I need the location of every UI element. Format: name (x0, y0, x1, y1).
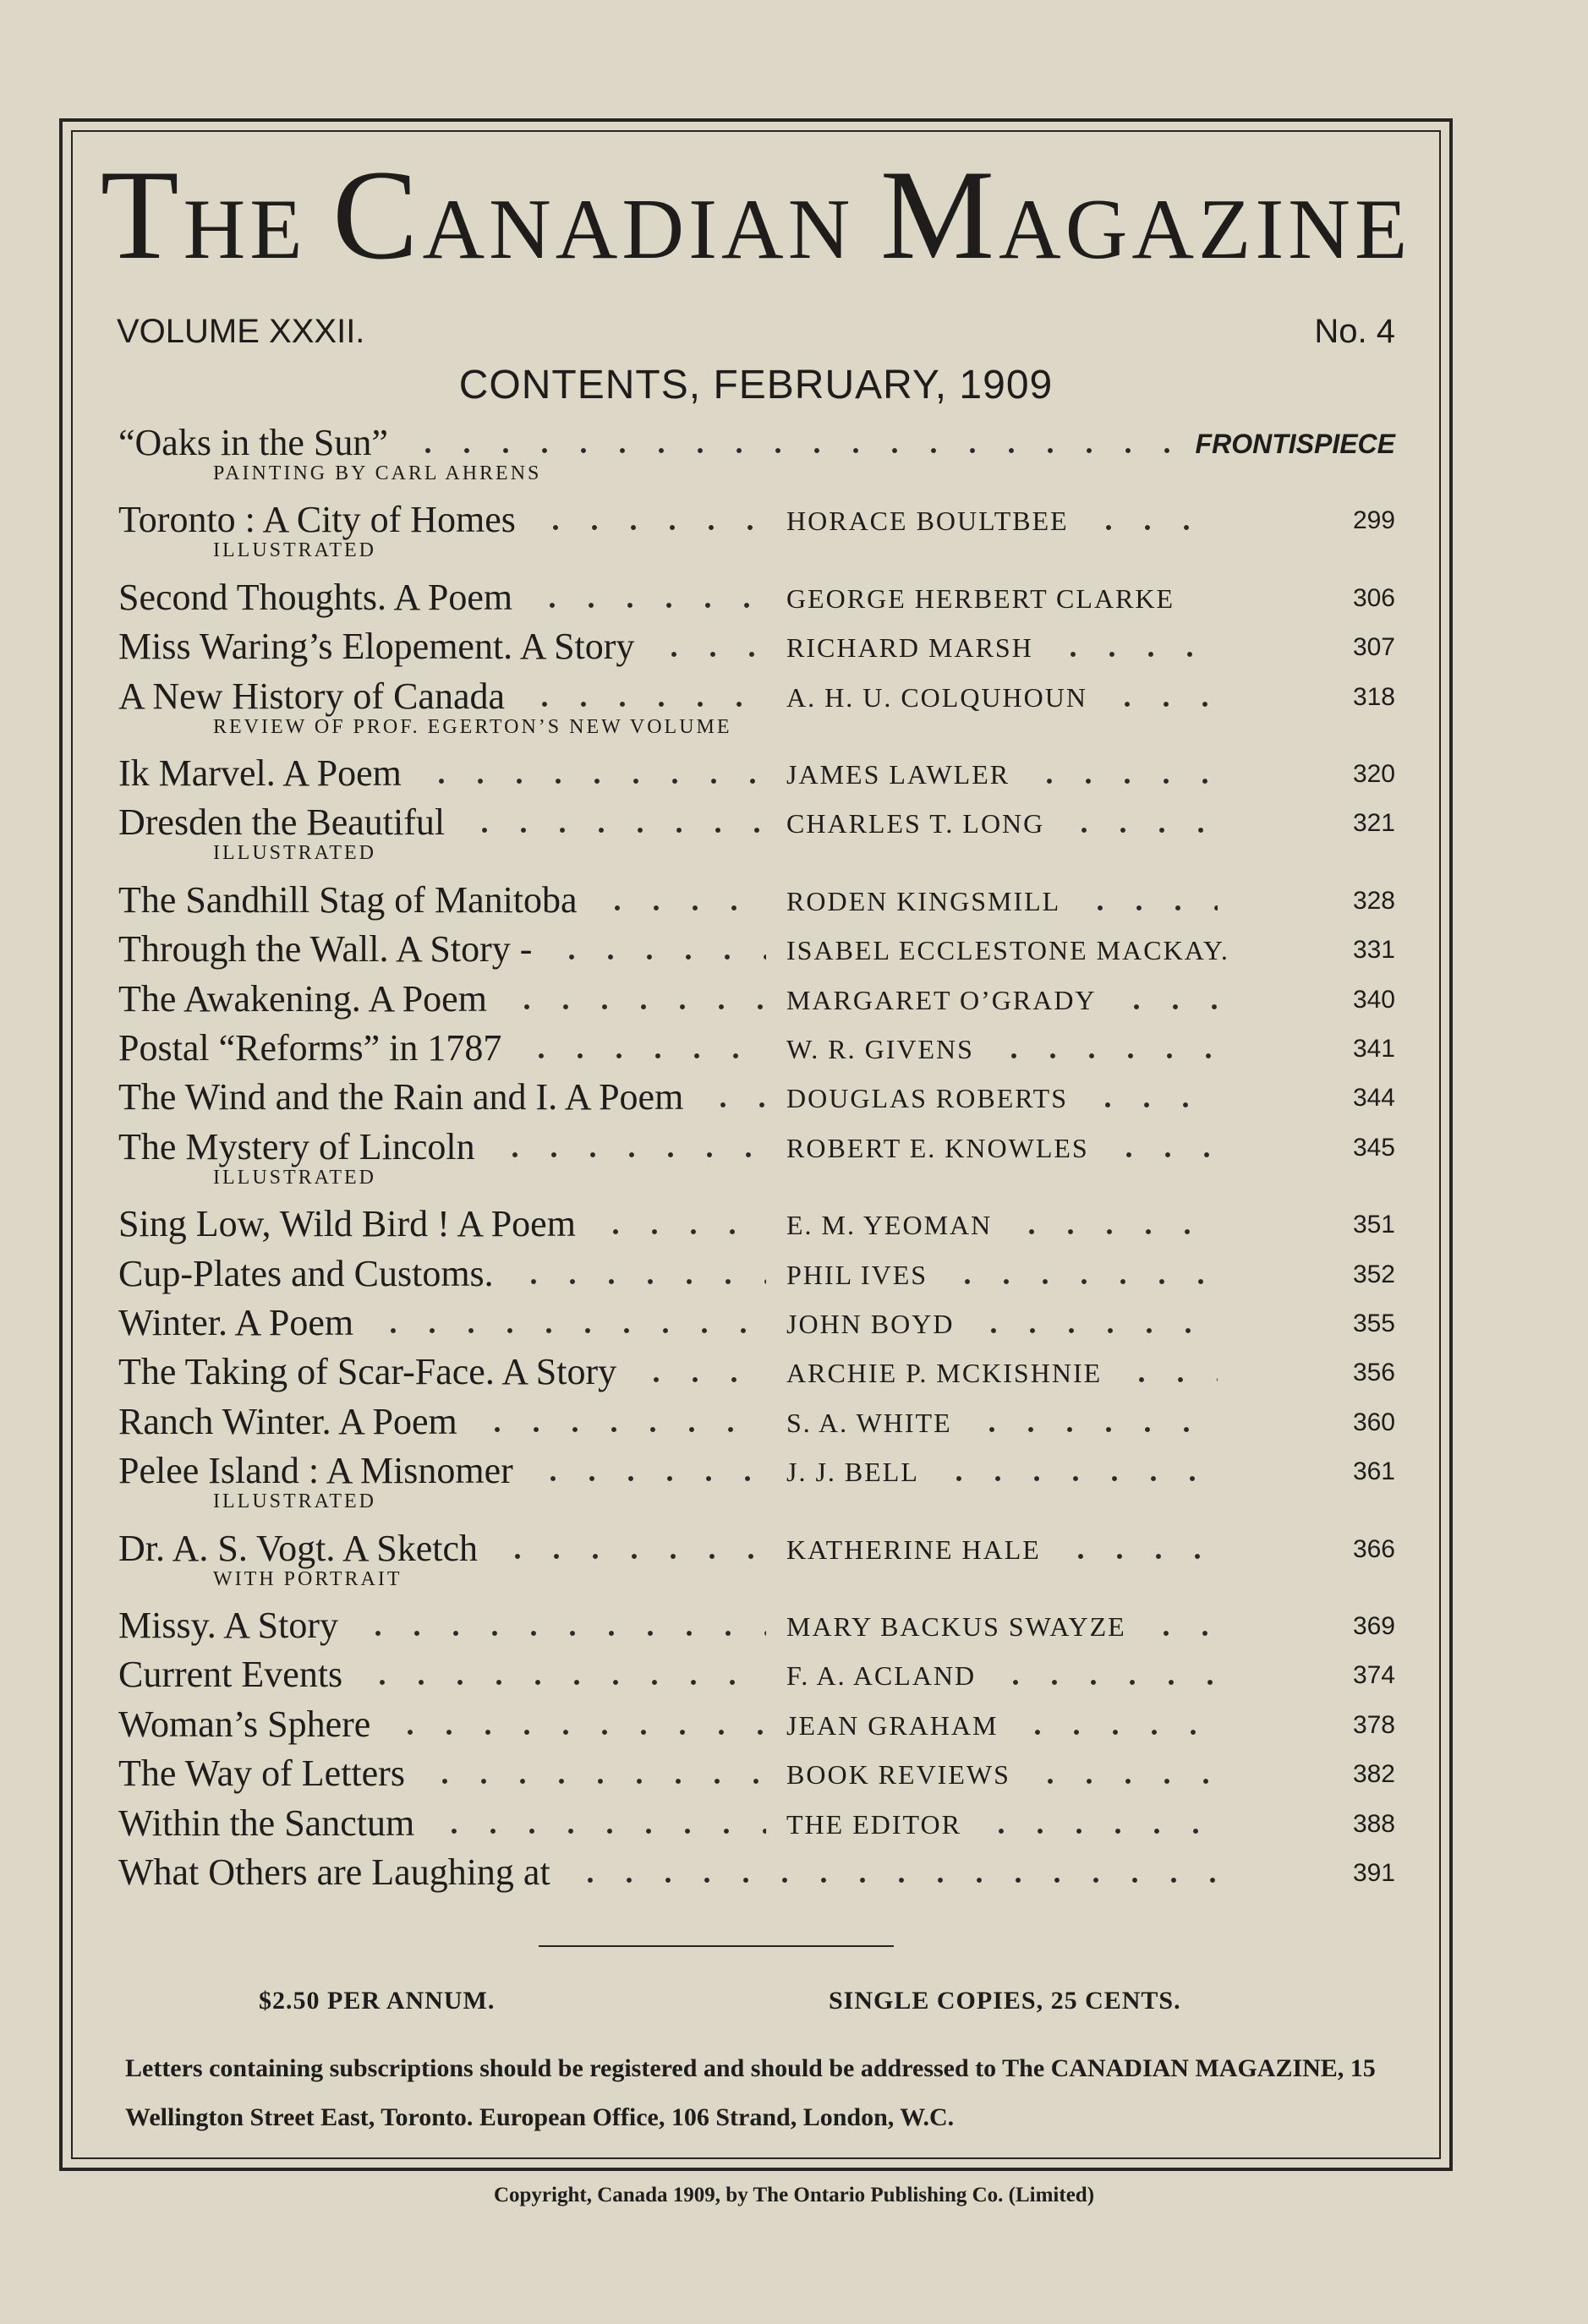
entry-subtitle: ILLUSTRATED (213, 842, 376, 865)
issue-number: No. 4 (1314, 313, 1395, 350)
entry-subtitle: ILLUSTRATED (213, 1166, 376, 1189)
toc-entry (118, 1200, 1395, 1249)
dot-leader (1147, 1630, 1218, 1637)
entry-title: Current Events (118, 1654, 343, 1696)
dot-leader (1117, 1003, 1218, 1010)
dot-leader (533, 602, 766, 609)
entry-subtitle: ILLUSTRATED (213, 1490, 376, 1513)
dot-leader (948, 1278, 1218, 1285)
dot-leader (408, 447, 1170, 454)
single-copy-price: SINGLE COPIES, 25 CENTS. (829, 1987, 1181, 2015)
entry-author: ARCHIE P. MCKISHNIE (786, 1358, 1103, 1389)
entry-page-number: 378 (1352, 1710, 1395, 1739)
entry-title: Within the Sanctum (118, 1802, 415, 1844)
entry-page-number: 299 (1352, 506, 1395, 535)
dot-leader (534, 1475, 766, 1482)
entry-author: THE EDITOR (786, 1808, 961, 1840)
divider-rule (539, 1945, 894, 1947)
dot-leader (596, 1228, 766, 1235)
dot-leader (435, 1828, 766, 1835)
dot-leader (496, 1151, 766, 1158)
entry-author: HORACE BOULTBEE (786, 506, 1069, 537)
entry-page-number: 360 (1352, 1408, 1395, 1436)
entry-title: Cup-Plates and Customs. (118, 1252, 494, 1294)
entry-title: The Sandhill Stag of Manitoba (118, 878, 578, 921)
dot-leader (465, 827, 766, 834)
entry-subtitle: REVIEW OF PROF. EGERTON’S NEW VOLUME (213, 715, 732, 738)
entry-page-number: 341 (1352, 1035, 1395, 1063)
toc-entry (118, 1024, 1395, 1073)
entry-title: The Awakening. A Poem (118, 977, 487, 1020)
entry-subtitle: PAINTING BY CARL AHRENS (213, 462, 542, 484)
entry-title: Sing Low, Wild Bird ! A Poem (118, 1203, 576, 1245)
dot-leader (1061, 1553, 1218, 1560)
entry-author: J. J. BELL (786, 1457, 919, 1488)
dot-leader (1030, 778, 1218, 785)
dot-leader (1031, 1778, 1218, 1785)
toc-entry (118, 876, 1395, 925)
dot-leader (598, 905, 766, 911)
toc-entry (118, 573, 1395, 622)
dot-leader (1109, 1151, 1218, 1158)
dot-leader (571, 1877, 1218, 1884)
toc-entry (118, 1700, 1395, 1749)
entry-title: Woman’s Sphere (118, 1703, 371, 1745)
entry-page-number: 345 (1352, 1133, 1395, 1162)
dot-leader (972, 1426, 1218, 1433)
entry-author: PHIL IVES (786, 1259, 928, 1290)
toc-entry (118, 925, 1395, 974)
entry-title: The Way of Letters (118, 1753, 405, 1795)
dot-leader (939, 1475, 1218, 1482)
entry-page-number: 318 (1352, 682, 1395, 711)
entry-title: Toronto : A City of Homes (118, 499, 516, 541)
entry-title: The Mystery of Lincoln (118, 1125, 475, 1167)
entry-author: KATHERINE HALE (786, 1534, 1041, 1565)
entry-title: The Taking of Scar-Face. A Story (118, 1351, 617, 1393)
entry-page-number: 351 (1352, 1211, 1395, 1239)
copyright-line: Copyright, Canada 1909, by The Ontario Publishing Co. (Limited) (493, 2184, 1095, 2206)
annual-price: $2.50 PER ANNUM. (259, 1987, 496, 2015)
entry-author: A. H. U. COLQUHOUN (786, 681, 1087, 713)
dot-leader (996, 1679, 1218, 1686)
entry-page-number: 328 (1352, 886, 1395, 915)
entry-author: JOHN BOYD (786, 1309, 955, 1339)
entry-subtitle: WITH PORTRAIT (213, 1567, 402, 1590)
dot-leader (1065, 827, 1218, 834)
entry-author: ROBERT E. KNOWLES (786, 1132, 1089, 1163)
toc-entry (118, 749, 1395, 798)
toc-entry (118, 1073, 1395, 1122)
entry-author: E. M. YEOMAN (786, 1210, 993, 1241)
frontispiece-label: FRONTISPIECE (1195, 429, 1395, 459)
entry-subtitle: ILLUSTRATED (213, 539, 376, 562)
entry-author: F. A. ACLAND (786, 1660, 977, 1692)
contents-heading: CONTENTS, FEBRUARY, 1909 (458, 363, 1054, 407)
dot-leader (1089, 524, 1218, 531)
toc-entry (118, 1601, 1395, 1650)
toc-entry (118, 1348, 1395, 1397)
dot-leader (391, 1729, 766, 1736)
entry-author: RODEN KINGSMILL (786, 885, 1061, 916)
entry-page-number: 374 (1352, 1661, 1395, 1690)
toc-entry (118, 1799, 1395, 1848)
entry-title: Second Thoughts. A Poem (118, 576, 513, 618)
toc-entry (118, 1848, 1395, 1897)
dot-leader (422, 778, 766, 785)
magazine-masthead: THE CANADIAN MAGAZINE (100, 144, 1412, 286)
entry-title: Dresden the Beautiful (118, 801, 446, 844)
entry-title: Missy. A Story (118, 1605, 339, 1646)
entry-author: CHARLES T. LONG (786, 808, 1045, 839)
dot-leader (982, 1828, 1218, 1835)
dot-leader (704, 1102, 766, 1108)
entry-page-number: 352 (1352, 1260, 1395, 1288)
entry-title: What Others are Laughing at (118, 1851, 550, 1893)
dot-leader (514, 1278, 766, 1285)
dot-leader (536, 524, 766, 531)
entry-author: DOUGLAS ROBERTS (786, 1083, 1068, 1114)
entry-title: Pelee Island : A Misnomer (118, 1450, 513, 1492)
dot-leader (1012, 1228, 1218, 1235)
entry-page-number: 331 (1352, 936, 1395, 965)
dot-leader (994, 1053, 1218, 1059)
entry-author: S. A. WHITE (786, 1407, 952, 1438)
dot-leader (974, 1327, 1218, 1334)
entry-page-number: 382 (1352, 1760, 1395, 1789)
toc-entry (118, 1397, 1395, 1446)
entry-title: “Oaks in the Sun” (118, 422, 388, 463)
entry-author: ISABEL ECCLESTONE MACKAY. (786, 935, 1229, 966)
entry-title: Dr. A. S. Vogt. A Sketch (118, 1527, 479, 1569)
entry-title: Winter. A Poem (118, 1302, 354, 1343)
dot-leader (654, 651, 766, 658)
entry-author: MARGARET O’GRADY (786, 984, 1097, 1015)
entry-title: Miss Waring’s Elopement. A Story (118, 626, 635, 668)
entry-page-number: 306 (1352, 583, 1395, 612)
dot-leader (1081, 905, 1218, 911)
entry-title: Ik Marvel. A Poem (118, 752, 402, 794)
dot-leader (1054, 651, 1218, 658)
toc-entry (118, 622, 1395, 671)
toc-entry (118, 1749, 1395, 1798)
volume-number: VOLUME XXXII. (117, 313, 365, 350)
entry-title: The Wind and the Rain and I. A Poem (118, 1076, 684, 1118)
dot-leader (525, 701, 766, 708)
entry-author: RICHARD MARSH (786, 632, 1033, 664)
entry-author: BOOK REVIEWS (786, 1759, 1010, 1791)
entry-page-number: 320 (1352, 760, 1395, 788)
entry-page-number: 361 (1352, 1457, 1395, 1486)
entry-page-number: 321 (1352, 809, 1395, 838)
entry-author: JEAN GRAHAM (786, 1709, 999, 1741)
entry-author: MARY BACKUS SWAYZE (786, 1611, 1126, 1642)
dot-leader (552, 954, 766, 960)
toc-entry (118, 1299, 1395, 1348)
dot-leader (1088, 1102, 1218, 1108)
dot-leader (374, 1327, 766, 1334)
entry-page-number: 369 (1352, 1612, 1395, 1640)
dot-leader (507, 1003, 766, 1010)
entry-page-number: 355 (1352, 1310, 1395, 1337)
dot-leader (425, 1778, 766, 1785)
entry-author: GEORGE HERBERT CLARKE (786, 582, 1175, 614)
entry-page-number: 356 (1352, 1359, 1395, 1387)
entry-page-number: 340 (1352, 985, 1395, 1014)
entry-title: A New History of Canada (118, 675, 506, 717)
entry-page-number: 344 (1352, 1084, 1395, 1113)
entry-page-number: 366 (1352, 1534, 1395, 1563)
dot-leader (478, 1426, 766, 1433)
entry-page-number: 307 (1352, 633, 1395, 662)
subscription-notice: Letters containing subscriptions should be registered and should be addressed to The CANADIAN MAGAZINE, 15 Wellington Street East, Toronto. European Office, 106 Strand, London, W.C. (125, 2054, 1376, 2131)
dot-leader (522, 1053, 766, 1059)
dot-leader (637, 1376, 766, 1383)
entry-author: W. R. GIVENS (786, 1034, 974, 1064)
dot-leader (1108, 701, 1218, 708)
toc-entry (118, 1249, 1395, 1299)
dot-leader (363, 1679, 766, 1686)
toc-entry (118, 1650, 1395, 1699)
entry-page-number: 388 (1352, 1809, 1395, 1838)
dot-leader (498, 1553, 766, 1560)
entry-title: Postal “Reforms” in 1787 (118, 1027, 502, 1069)
dot-leader (1018, 1729, 1218, 1736)
entry-author: JAMES LAWLER (786, 759, 1010, 790)
entry-title: Through the Wall. A Story - (118, 928, 533, 971)
dot-leader (1122, 1376, 1218, 1383)
dot-leader (359, 1630, 766, 1637)
entry-page-number: 391 (1352, 1859, 1395, 1887)
entry-title: Ranch Winter. A Poem (118, 1400, 457, 1442)
toc-entry (118, 975, 1395, 1024)
